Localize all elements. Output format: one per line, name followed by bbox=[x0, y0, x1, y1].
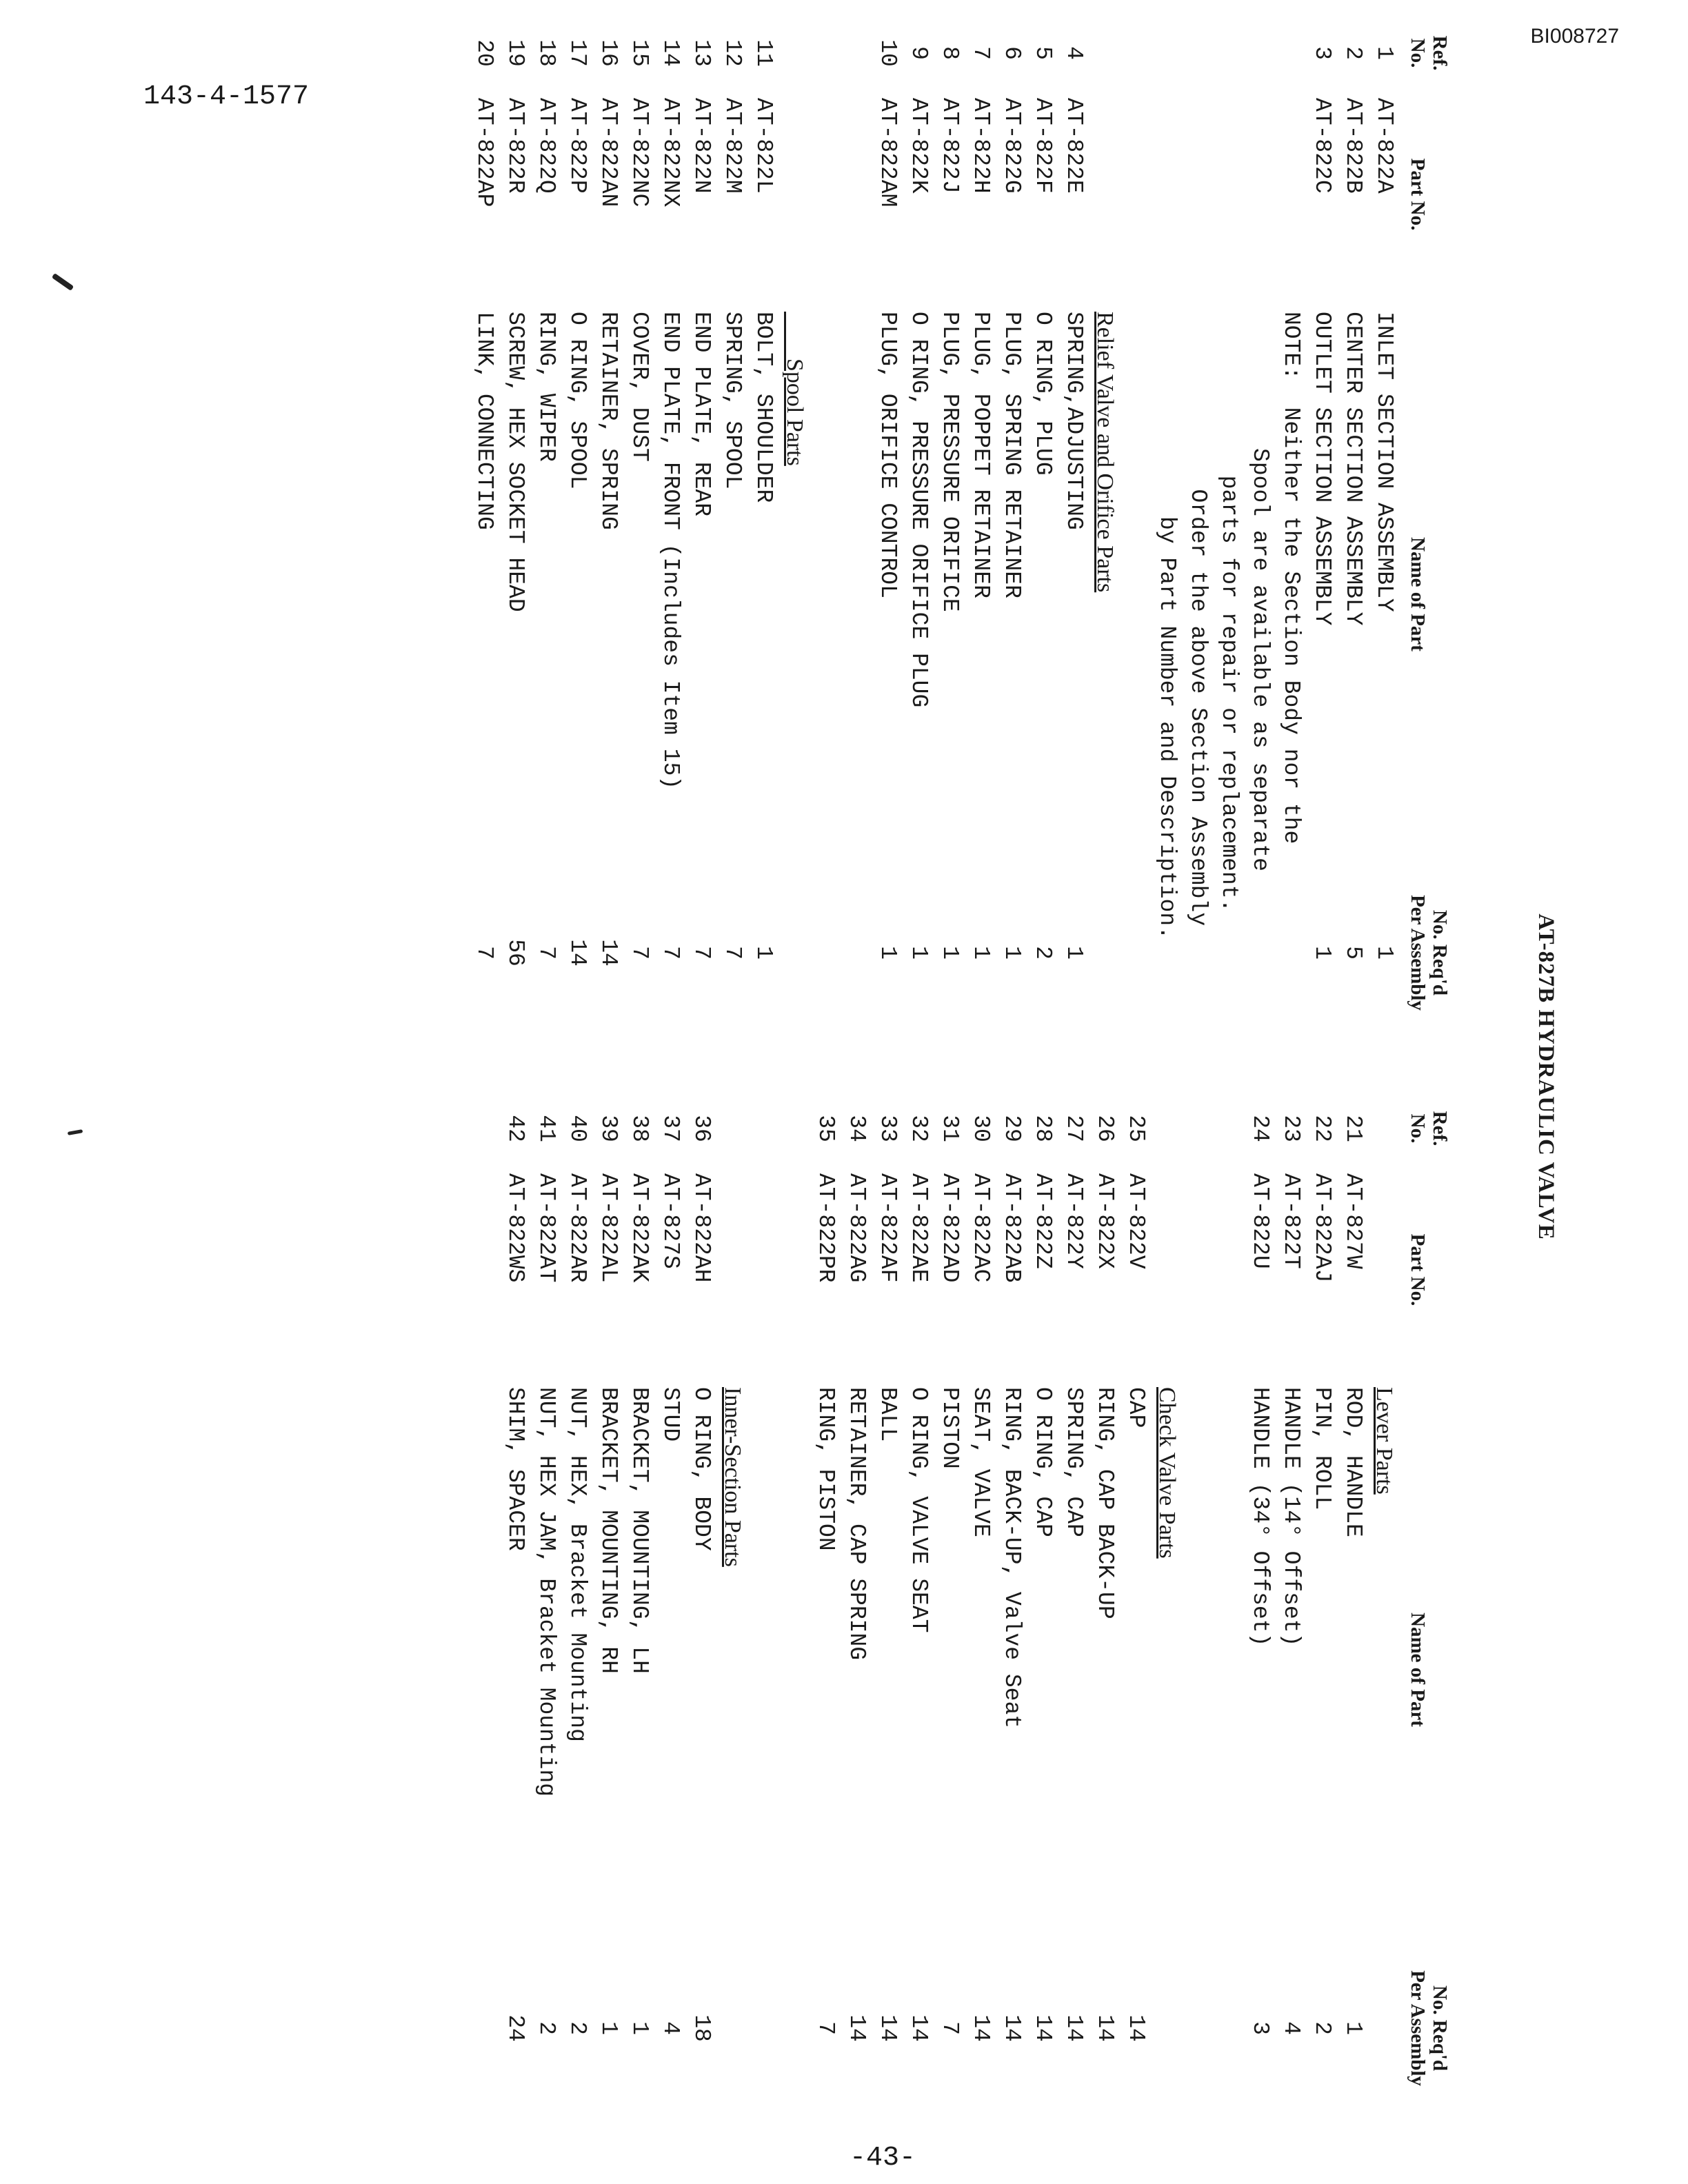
qty-cell: 1 bbox=[968, 946, 994, 960]
qty-cell: 7 bbox=[658, 946, 683, 960]
table-row bbox=[872, 22, 903, 987]
qty-cell: 1 bbox=[627, 2021, 652, 2035]
section-heading: Lever Parts bbox=[1372, 1387, 1397, 1495]
ref-no-cell: 7 bbox=[968, 46, 994, 60]
part-name-cell: ROD, HANDLE bbox=[1340, 1387, 1366, 1537]
table-row bbox=[469, 22, 500, 987]
qty-cell: 18 bbox=[689, 2014, 714, 2042]
ref-no-cell: 1 bbox=[1372, 46, 1397, 60]
part-no-cell: AT-822AG bbox=[844, 1173, 870, 1283]
part-name-cell: SPRING, CAP bbox=[1061, 1387, 1087, 1537]
qty-cell: 7 bbox=[937, 2021, 963, 2035]
table-row bbox=[1027, 22, 1058, 987]
part-no-header: Part No. bbox=[1407, 1233, 1429, 1306]
part-no-cell: AT-822NX bbox=[658, 98, 683, 208]
part-name-cell: HANDLE (14° Offset) bbox=[1278, 1387, 1304, 1647]
ref-no-cell: 20 bbox=[472, 39, 497, 67]
part-no-cell: AT-822AN bbox=[596, 98, 621, 208]
ref-no-cell: 35 bbox=[813, 1115, 838, 1142]
ref-no-cell: 27 bbox=[1061, 1115, 1087, 1142]
page-number: -43- bbox=[850, 2143, 916, 2174]
qty-cell: 14 bbox=[565, 939, 590, 967]
part-name-cell: O RING, SPOOL bbox=[565, 312, 590, 489]
part-name-cell: CAP bbox=[1123, 1387, 1149, 1428]
table-row bbox=[779, 1098, 810, 2063]
part-name-cell: STUD bbox=[658, 1387, 683, 1442]
table-row bbox=[562, 22, 593, 987]
part-name-cell: CENTER SECTION ASSEMBLY bbox=[1340, 312, 1366, 626]
table-row bbox=[1338, 1098, 1369, 2063]
table-row bbox=[655, 1098, 686, 2063]
ref-no-cell: 14 bbox=[658, 39, 683, 67]
part-name-cell: BALL bbox=[875, 1387, 901, 1442]
part-name-cell: BOLT, SHOULDER bbox=[751, 312, 776, 503]
ref-no-header: Ref. No. bbox=[1407, 1111, 1451, 1146]
part-name-cell: HANDLE (34° Offset) bbox=[1247, 1387, 1273, 1647]
part-name-cell: SEAT, VALVE bbox=[968, 1387, 994, 1537]
part-name-cell: O RING, BODY bbox=[689, 1387, 714, 1551]
qty-cell: 4 bbox=[1278, 2021, 1304, 2035]
part-name-cell: O RING, PLUG bbox=[1030, 312, 1056, 476]
ref-no-cell: 34 bbox=[844, 1115, 870, 1142]
table-row bbox=[1307, 22, 1338, 987]
qty-cell: 1 bbox=[1372, 946, 1397, 960]
table-row bbox=[531, 22, 562, 987]
qty-header-line1: No. Req'd bbox=[1429, 909, 1451, 996]
right-rows bbox=[500, 1098, 1400, 2063]
ref-no-cell: 5 bbox=[1030, 46, 1056, 60]
ref-no-cell: 2 bbox=[1340, 46, 1366, 60]
part-no-cell: AT-822F bbox=[1030, 98, 1056, 194]
ref-no-cell: 4 bbox=[1061, 46, 1087, 60]
table-row bbox=[1338, 22, 1369, 987]
part-no-cell: AT-822V bbox=[1123, 1173, 1149, 1269]
ref-no-cell: 21 bbox=[1340, 1115, 1366, 1142]
qty-cell: 14 bbox=[844, 2014, 870, 2042]
part-name-cell: parts for repair or replacement. bbox=[1216, 312, 1242, 913]
part-no-cell: AT-822Q bbox=[534, 98, 559, 194]
part-no-cell: AT-822AD bbox=[937, 1173, 963, 1283]
table-row bbox=[686, 1098, 717, 2063]
part-no-cell: AT-822G bbox=[999, 98, 1025, 194]
part-name-cell: BRACKET, MOUNTING, RH bbox=[596, 1387, 621, 1674]
qty-cell: 7 bbox=[689, 946, 714, 960]
qty-cell: 14 bbox=[875, 2014, 901, 2042]
section-heading: Inner-Section Parts bbox=[720, 1387, 745, 1567]
part-no-cell: AT-822WS bbox=[503, 1173, 528, 1283]
name-of-part-header: Name of Part bbox=[1407, 537, 1429, 651]
qty-cell: 3 bbox=[1247, 2021, 1273, 2035]
part-name-cell: NUT, HEX JAM, Bracket Mounting bbox=[534, 1387, 559, 1797]
part-no-cell: AT-822B bbox=[1340, 98, 1366, 194]
ref-no-cell: 30 bbox=[968, 1115, 994, 1142]
part-no-cell: AT-822T bbox=[1278, 1173, 1304, 1269]
part-no-cell: AT-822E bbox=[1061, 98, 1087, 194]
part-no-cell: AT-822AR bbox=[565, 1173, 590, 1283]
part-name-cell: OUTLET SECTION ASSEMBLY bbox=[1309, 312, 1335, 626]
table-row bbox=[841, 22, 872, 987]
qty-cell: 24 bbox=[503, 2014, 528, 2042]
table-row bbox=[1089, 1098, 1121, 2063]
qty-header bbox=[1407, 884, 1517, 1022]
ref-no-cell: 37 bbox=[658, 1115, 683, 1142]
table-title: AT-827B HYDRAULIC VALVE bbox=[1534, 913, 1558, 1240]
qty-cell: 14 bbox=[999, 2014, 1025, 2042]
part-name-cell: NOTE: Neither the Section Body nor the bbox=[1278, 312, 1304, 845]
ref-no-cell: 38 bbox=[627, 1115, 652, 1142]
table-row bbox=[655, 22, 686, 987]
part-no-cell: AT-822AJ bbox=[1309, 1173, 1335, 1283]
table-row bbox=[903, 22, 934, 987]
part-no-cell: AT-822AE bbox=[906, 1173, 932, 1283]
ref-no-cell: 28 bbox=[1030, 1115, 1056, 1142]
part-name-cell: Order the above Section Assembly bbox=[1185, 312, 1211, 927]
qty-cell: 7 bbox=[472, 946, 497, 960]
qty-cell: 4 bbox=[658, 2021, 683, 2035]
parts-table bbox=[248, 22, 1558, 2132]
qty-cell: 1 bbox=[999, 946, 1025, 960]
part-name-cell: SCREW, HEX SOCKET HEAD bbox=[503, 312, 528, 612]
ref-no-cell: 3 bbox=[1309, 46, 1335, 60]
ref-no-cell: 25 bbox=[1123, 1115, 1149, 1142]
table-row bbox=[841, 1098, 872, 2063]
scan-mark bbox=[52, 273, 74, 291]
section-heading: Spool Parts bbox=[782, 312, 807, 466]
ref-no-cell: 19 bbox=[503, 39, 528, 67]
parts-table-left-half bbox=[255, 22, 1517, 1011]
part-no-cell: AT-822L bbox=[751, 98, 776, 194]
document-id: BI008727 bbox=[1530, 25, 1619, 48]
table-row bbox=[593, 1098, 624, 2063]
qty-cell: 7 bbox=[534, 946, 559, 960]
scan-mark bbox=[68, 1129, 83, 1135]
section-heading-row bbox=[779, 22, 810, 987]
part-no-cell: AT-822AC bbox=[968, 1173, 994, 1283]
ref-no-cell: 10 bbox=[875, 39, 901, 67]
ref-no-header: Ref. No. bbox=[1407, 35, 1451, 71]
table-row bbox=[810, 22, 841, 987]
part-no-cell: AT-822AM bbox=[875, 98, 901, 208]
part-no-cell: AT-822J bbox=[937, 98, 963, 194]
table-row bbox=[624, 22, 655, 987]
part-name-cell: PLUG, ORIFICE CONTROL bbox=[875, 312, 901, 598]
table-row bbox=[748, 22, 779, 987]
part-name-cell: RING, BACK-UP, Valve Seat bbox=[999, 1387, 1025, 1729]
part-name-cell: Spool are available as separate bbox=[1247, 312, 1273, 871]
qty-cell: 2 bbox=[1309, 2021, 1335, 2035]
part-no-cell: AT-822Z bbox=[1030, 1173, 1056, 1269]
qty-cell: 1 bbox=[937, 946, 963, 960]
section-heading-row bbox=[717, 1098, 748, 2063]
table-row bbox=[686, 22, 717, 987]
part-no-cell: AT-822A bbox=[1372, 98, 1397, 194]
part-no-cell: AT-822R bbox=[503, 98, 528, 194]
part-name-cell: END PLATE, FRONT (Includes Item 15) bbox=[658, 312, 683, 790]
part-no-cell: AT-822K bbox=[906, 98, 932, 194]
qty-cell: 2 bbox=[1030, 946, 1056, 960]
part-name-cell: PIN, ROLL bbox=[1309, 1387, 1335, 1510]
part-name-cell: RING, CAP BACK-UP bbox=[1092, 1387, 1118, 1619]
part-name-cell: SPRING, SPOOL bbox=[720, 312, 745, 489]
ref-no-cell: 36 bbox=[689, 1115, 714, 1142]
qty-cell: 7 bbox=[813, 2021, 838, 2035]
part-no-cell: AT-822P bbox=[565, 98, 590, 194]
part-no-header: Part No. bbox=[1407, 158, 1429, 231]
ref-no-cell: 42 bbox=[503, 1115, 528, 1142]
part-no-cell: AT-822M bbox=[720, 98, 745, 194]
table-row bbox=[624, 1098, 655, 2063]
part-no-cell: AT-822C bbox=[1309, 98, 1335, 194]
ref-no-cell: 24 bbox=[1247, 1115, 1273, 1142]
table-row bbox=[500, 1098, 531, 2063]
ref-no-cell: 13 bbox=[689, 39, 714, 67]
part-no-cell: AT-827S bbox=[658, 1173, 683, 1269]
part-name-cell: PISTON bbox=[937, 1387, 963, 1469]
table-row bbox=[1276, 1098, 1307, 2063]
ref-no-cell: 9 bbox=[906, 46, 932, 60]
ref-no-cell: 11 bbox=[751, 39, 776, 67]
table-row bbox=[531, 1098, 562, 2063]
qty-cell: 5 bbox=[1340, 946, 1366, 960]
qty-cell: 1 bbox=[1309, 946, 1335, 960]
document-number: 143-4-1577 bbox=[143, 81, 310, 112]
part-name-cell: COVER, DUST bbox=[627, 312, 652, 462]
qty-cell: 14 bbox=[1092, 2014, 1118, 2042]
part-name-cell: PLUG, POPPET RETAINER bbox=[968, 312, 994, 598]
qty-cell: 1 bbox=[751, 946, 776, 960]
ref-no-cell: 33 bbox=[875, 1115, 901, 1142]
part-name-cell: SPRING,ADJUSTING bbox=[1061, 312, 1087, 530]
table-row bbox=[1183, 22, 1214, 987]
qty-cell: 1 bbox=[1061, 946, 1087, 960]
table-row bbox=[1214, 22, 1245, 987]
part-no-cell: AT-822X bbox=[1092, 1173, 1118, 1269]
table-row bbox=[810, 1098, 841, 2063]
part-no-cell: AT-827W bbox=[1340, 1173, 1366, 1269]
part-no-cell: AT-822AF bbox=[875, 1173, 901, 1283]
ref-no-cell: 31 bbox=[937, 1115, 963, 1142]
section-heading-row bbox=[1369, 1098, 1400, 2063]
part-name-cell: INLET SECTION ASSEMBLY bbox=[1372, 312, 1397, 612]
qty-cell: 14 bbox=[1123, 2014, 1149, 2042]
qty-cell: 1 bbox=[906, 946, 932, 960]
qty-cell: 1 bbox=[1340, 2021, 1366, 2035]
part-no-cell: AT-822AP bbox=[472, 98, 497, 208]
part-name-cell: SHIM, SPACER bbox=[503, 1387, 528, 1551]
table-row bbox=[1152, 22, 1183, 987]
name-of-part-header: Name of Part bbox=[1407, 1612, 1429, 1727]
table-row bbox=[1121, 22, 1152, 987]
qty-cell: 2 bbox=[534, 2021, 559, 2035]
ref-no-cell: 16 bbox=[596, 39, 621, 67]
part-no-cell: AT-822AB bbox=[999, 1173, 1025, 1283]
table-row bbox=[562, 1098, 593, 2063]
ref-no-cell: 41 bbox=[534, 1115, 559, 1142]
part-name-cell: LINK, CONNECTING bbox=[472, 312, 497, 530]
qty-cell: 56 bbox=[503, 939, 528, 967]
part-name-cell: PLUG, SPRING RETAINER bbox=[999, 312, 1025, 598]
part-name-cell: NUT, HEX, Bracket Mounting bbox=[565, 1387, 590, 1742]
qty-cell: 7 bbox=[627, 946, 652, 960]
qty-header-line2: Per Assembly bbox=[1407, 895, 1429, 1011]
part-no-cell: AT-822PR bbox=[813, 1173, 838, 1283]
table-row bbox=[1121, 1098, 1152, 2063]
qty-cell: 1 bbox=[875, 946, 901, 960]
table-row bbox=[593, 22, 624, 987]
ref-no-cell: 40 bbox=[565, 1115, 590, 1142]
table-row bbox=[500, 22, 531, 987]
part-no-cell: AT-822N bbox=[689, 98, 714, 194]
part-no-cell: AT-822Y bbox=[1061, 1173, 1087, 1269]
part-no-cell: AT-822U bbox=[1247, 1173, 1273, 1269]
qty-cell: 14 bbox=[1061, 2014, 1087, 2042]
section-heading: Relief Valve and Orifice Parts bbox=[1092, 312, 1118, 593]
part-name-cell: by Part Number and Description. bbox=[1154, 312, 1180, 940]
part-no-cell: AT-822H bbox=[968, 98, 994, 194]
table-row bbox=[996, 1098, 1027, 2063]
table-row bbox=[717, 22, 748, 987]
part-no-cell: AT-822AT bbox=[534, 1173, 559, 1283]
part-name-cell: RETAINER, CAP SPRING bbox=[844, 1387, 870, 1661]
part-name-cell: RING, WIPER bbox=[534, 312, 559, 462]
table-row bbox=[1058, 22, 1089, 987]
qty-cell: 14 bbox=[596, 939, 621, 967]
ref-no-cell: 18 bbox=[534, 39, 559, 67]
ref-no-cell: 26 bbox=[1092, 1115, 1118, 1142]
part-name-cell: O RING, VALVE SEAT bbox=[906, 1387, 932, 1633]
table-row bbox=[1027, 1098, 1058, 2063]
ref-no-cell: 29 bbox=[999, 1115, 1025, 1142]
section-heading-row bbox=[1089, 22, 1121, 987]
table-row bbox=[1369, 22, 1400, 987]
part-name-cell: RING, PISTON bbox=[813, 1387, 838, 1551]
table-row bbox=[872, 1098, 903, 2063]
section-heading: Check Valve Parts bbox=[1154, 1387, 1180, 1559]
qty-header-line2: Per Assembly bbox=[1407, 1970, 1429, 2086]
table-row bbox=[1245, 22, 1276, 987]
ref-no-cell: 23 bbox=[1278, 1115, 1304, 1142]
part-name-cell: RETAINER, SPRING bbox=[596, 312, 621, 530]
ref-no-cell: 15 bbox=[627, 39, 652, 67]
table-row bbox=[1058, 1098, 1089, 2063]
table-row bbox=[1245, 1098, 1276, 2063]
table-row bbox=[1276, 22, 1307, 987]
part-name-cell: PLUG, PRESSURE ORIFICE bbox=[937, 312, 963, 612]
table-row bbox=[965, 1098, 996, 2063]
qty-header bbox=[1407, 1959, 1517, 2097]
ref-no-cell: 17 bbox=[565, 39, 590, 67]
parts-table-right-half bbox=[255, 1098, 1517, 2086]
part-name-cell: O RING, CAP bbox=[1030, 1387, 1056, 1537]
table-row bbox=[1183, 1098, 1214, 2063]
qty-header-line1: No. Req'd bbox=[1429, 1985, 1451, 2072]
qty-cell: 2 bbox=[565, 2021, 590, 2035]
table-row bbox=[965, 22, 996, 987]
qty-cell: 14 bbox=[968, 2014, 994, 2042]
ref-no-cell: 8 bbox=[937, 46, 963, 60]
qty-cell: 14 bbox=[1030, 2014, 1056, 2042]
qty-cell: 1 bbox=[596, 2021, 621, 2035]
table-row bbox=[996, 22, 1027, 987]
left-rows bbox=[469, 22, 1400, 987]
part-no-cell: AT-822NC bbox=[627, 98, 652, 208]
section-heading-row bbox=[1152, 1098, 1183, 2063]
part-no-cell: AT-822AK bbox=[627, 1173, 652, 1283]
table-row bbox=[1307, 1098, 1338, 2063]
ref-no-cell: 6 bbox=[999, 46, 1025, 60]
qty-cell: 7 bbox=[720, 946, 745, 960]
part-name-cell: END PLATE, REAR bbox=[689, 312, 714, 517]
part-no-cell: AT-822AL bbox=[596, 1173, 621, 1283]
part-name-cell: O RING, PRESSURE ORIFICE PLUG bbox=[906, 312, 932, 708]
table-row bbox=[934, 22, 965, 987]
table-row bbox=[903, 1098, 934, 2063]
part-no-cell: AT-822AH bbox=[689, 1173, 714, 1283]
ref-no-cell: 39 bbox=[596, 1115, 621, 1142]
ref-no-cell: 12 bbox=[720, 39, 745, 67]
part-name-cell: BRACKET, MOUNTING, LH bbox=[627, 1387, 652, 1674]
table-row bbox=[934, 1098, 965, 2063]
ref-no-cell: 22 bbox=[1309, 1115, 1335, 1142]
ref-no-cell: 32 bbox=[906, 1115, 932, 1142]
table-row bbox=[748, 1098, 779, 2063]
qty-cell: 14 bbox=[906, 2014, 932, 2042]
table-row bbox=[1214, 1098, 1245, 2063]
